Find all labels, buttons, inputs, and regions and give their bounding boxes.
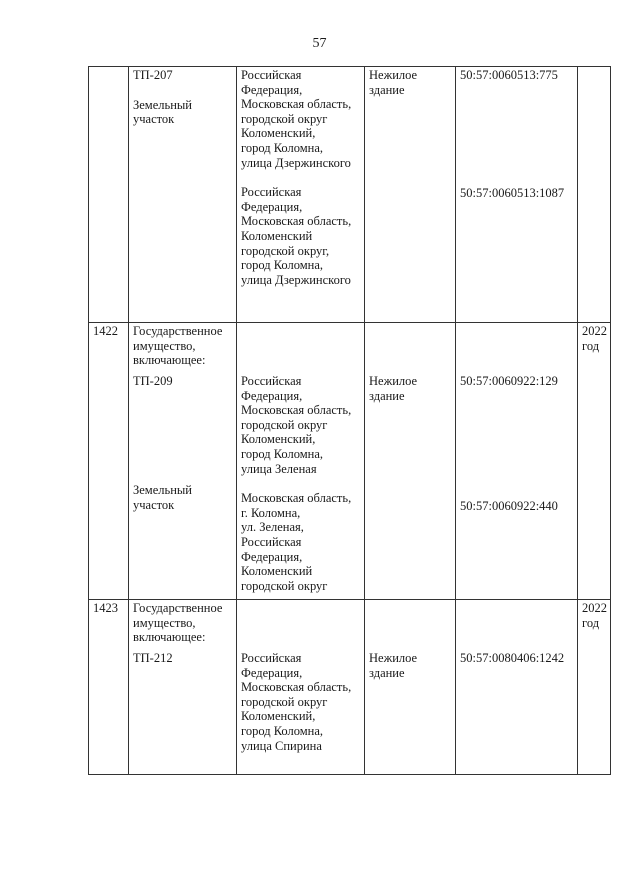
object-name: ТП-212 [133,650,173,665]
object-name-cell [129,323,237,600]
object-type-cell [365,67,456,323]
cadastral-number: 50:57:0060513:1087 [460,185,565,200]
cadastral-number: 50:57:0060922:129 [460,374,558,388]
address: Российская Федерация, Московская область, городской округ Коломенский, город Коломна, улица Зеленая [241,374,352,476]
page-number: 57 [312,36,327,51]
year: 2022 год [582,324,607,353]
object-type-cell [365,600,456,775]
year: 2022 год [582,601,607,630]
cadastral-cell [456,67,578,323]
address: Российская Федерация, Московская область, городской округ Коломенский, город Коломна, улица Дзержинского [241,68,352,170]
row-number-cell [89,323,129,600]
year-cell [578,323,611,600]
address: Московская область, г. Коломна, ул. Зеленая, Российская Федерация, Коломенский городской округ [241,491,352,593]
group-heading: Государственное имущество, включающее: [133,324,223,368]
cadastral-cell [456,600,578,775]
row-number: 1422 [93,324,118,338]
address-cell [237,67,365,323]
object-name-cell [129,67,237,323]
cadastral-number: 50:57:0060922:440 [460,498,558,513]
year-cell [578,600,611,775]
object-name: Земельный участок [133,483,192,512]
cadastral-number: 50:57:0080406:1242 [460,651,565,665]
address-cell [237,323,365,600]
year-cell [578,67,611,323]
object-name: Земельный участок [133,97,192,127]
table-row [89,67,611,323]
table-row [89,600,611,775]
property-register-table [88,66,611,775]
object-name-cell [129,600,237,775]
row-number-cell [89,600,129,775]
row-number-cell [89,67,129,323]
object-type: Нежилое здание [369,68,418,97]
group-heading: Государственное имущество, включающее: [133,601,223,645]
object-type-cell [365,323,456,600]
object-name: ТП-207 [133,68,173,82]
address: Российская Федерация, Московская область, городской округ Коломенский, город Коломна, улица Спирина [241,651,352,753]
row-number: 1423 [93,601,118,615]
address: Российская Федерация, Московская область, Коломенский городской округ, город Коломна, улица Дзержинского [241,185,352,287]
cadastral-cell [456,323,578,600]
object-name: ТП-209 [133,373,173,388]
object-type: Нежилое здание [369,374,418,403]
cadastral-number: 50:57:0060513:775 [460,68,558,82]
object-type: Нежилое здание [369,651,418,680]
address-cell [237,600,365,775]
table-row [89,323,611,600]
